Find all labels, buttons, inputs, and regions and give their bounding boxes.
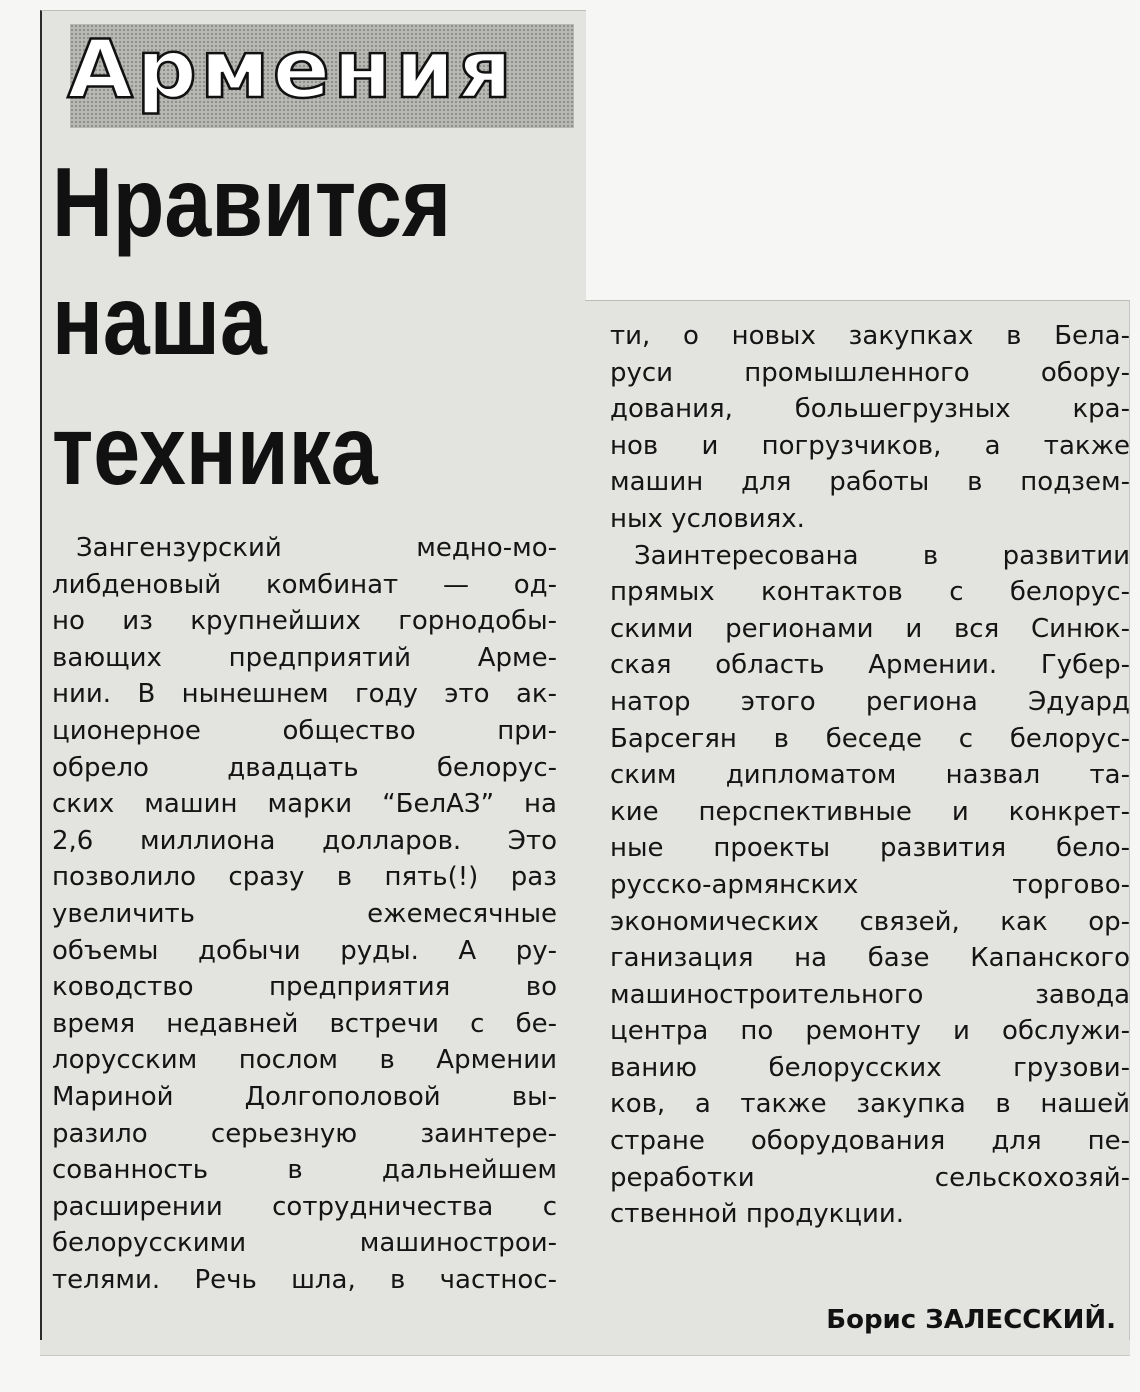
text-line: Барсегян в беседе с белорус-: [610, 723, 1130, 754]
text-line: ные проекты развития бело-: [610, 833, 1130, 864]
text-line: прямых контактов с белорус-: [610, 577, 1130, 608]
text-line: ных условиях.: [610, 503, 805, 534]
text-line: ков, а также закупка в нашей: [610, 1089, 1130, 1120]
text-line: русско-армянских торгово-: [610, 869, 1130, 900]
clipping-bottom-edge: [40, 1340, 1130, 1356]
text-line: Заинтересована в развитии: [634, 540, 1130, 571]
text-line: экономических связей, как ор-: [610, 906, 1130, 937]
text-line: либденовый комбинат — од-: [52, 569, 557, 600]
text-line: ганизация на базе Капанского: [610, 943, 1130, 974]
text-line: ская область Армении. Губер-: [610, 650, 1130, 681]
text-line: расширении сотрудничества с: [52, 1191, 557, 1222]
text-line: телями. Речь шла, в частнос-: [52, 1264, 557, 1295]
text-line: но из крупнейших горнодобы-: [52, 606, 557, 637]
text-line: нов и погрузчиков, а также: [610, 430, 1130, 461]
text-line: 2,6 миллиона долларов. Это: [52, 825, 557, 856]
headline-line-1: Нравится: [52, 147, 452, 257]
text-line: Мариной Долгополовой вы-: [52, 1081, 557, 1112]
text-line: машиностроительного завода: [610, 979, 1130, 1010]
text-line: руси промышленного обору-: [610, 357, 1130, 388]
text-line: ти, о новых закупках в Бела-: [610, 321, 1130, 351]
text-line: ционерное общество при-: [52, 715, 557, 746]
text-line: Зангензурский медно-мо-: [76, 533, 557, 563]
text-line: ских машин марки “БелАЗ” на: [52, 789, 557, 820]
text-line: вающих предприятий Арме-: [52, 642, 557, 673]
text-line: увеличить ежемесячные: [52, 898, 557, 929]
text-line: кие перспективные и конкрет-: [610, 796, 1130, 827]
text-line: ванию белорусских грузови-: [610, 1052, 1130, 1083]
text-line: дования, большегрузных кра-: [610, 394, 1130, 425]
text-line: позволило сразу в пять(!) раз: [52, 862, 557, 893]
text-line: разило серьезную заинтере-: [52, 1118, 557, 1149]
text-line: обрело двадцать белорус-: [52, 752, 557, 783]
headline-line-3: техника: [52, 395, 378, 505]
article-column-left: [52, 530, 557, 1298]
text-line: ственной продукции.: [610, 1199, 905, 1230]
text-line: натор этого региона Эдуард: [610, 686, 1130, 717]
article-column-right: [610, 318, 1130, 1233]
text-line: сованность в дальнейшем: [52, 1155, 557, 1186]
text-line: ским дипломатом назвал та-: [610, 760, 1130, 791]
text-line: время недавней встречи с бе-: [52, 1008, 557, 1039]
author-signature: Борис ЗАЛЕССКИЙ.: [826, 1305, 1116, 1335]
headline-line-2: наша: [52, 265, 267, 375]
text-line: реработки сельскохозяй-: [610, 1162, 1130, 1193]
text-line: ководство предприятия во: [52, 972, 557, 1003]
text-line: центра по ремонту и обслужи-: [610, 1016, 1130, 1047]
rubric-label: Армения: [67, 23, 516, 116]
text-line: скими регионами и вся Синюк-: [610, 613, 1130, 644]
text-line: стране оборудования для пе-: [610, 1126, 1130, 1157]
text-line: нии. В нынешнем году это ак-: [52, 679, 557, 710]
text-line: объемы добычи руды. А ру-: [52, 935, 557, 966]
text-line: лорусским послом в Армении: [52, 1045, 557, 1076]
text-line: машин для работы в подзем-: [610, 467, 1130, 498]
text-line: белорусскими машинострои-: [52, 1228, 557, 1259]
